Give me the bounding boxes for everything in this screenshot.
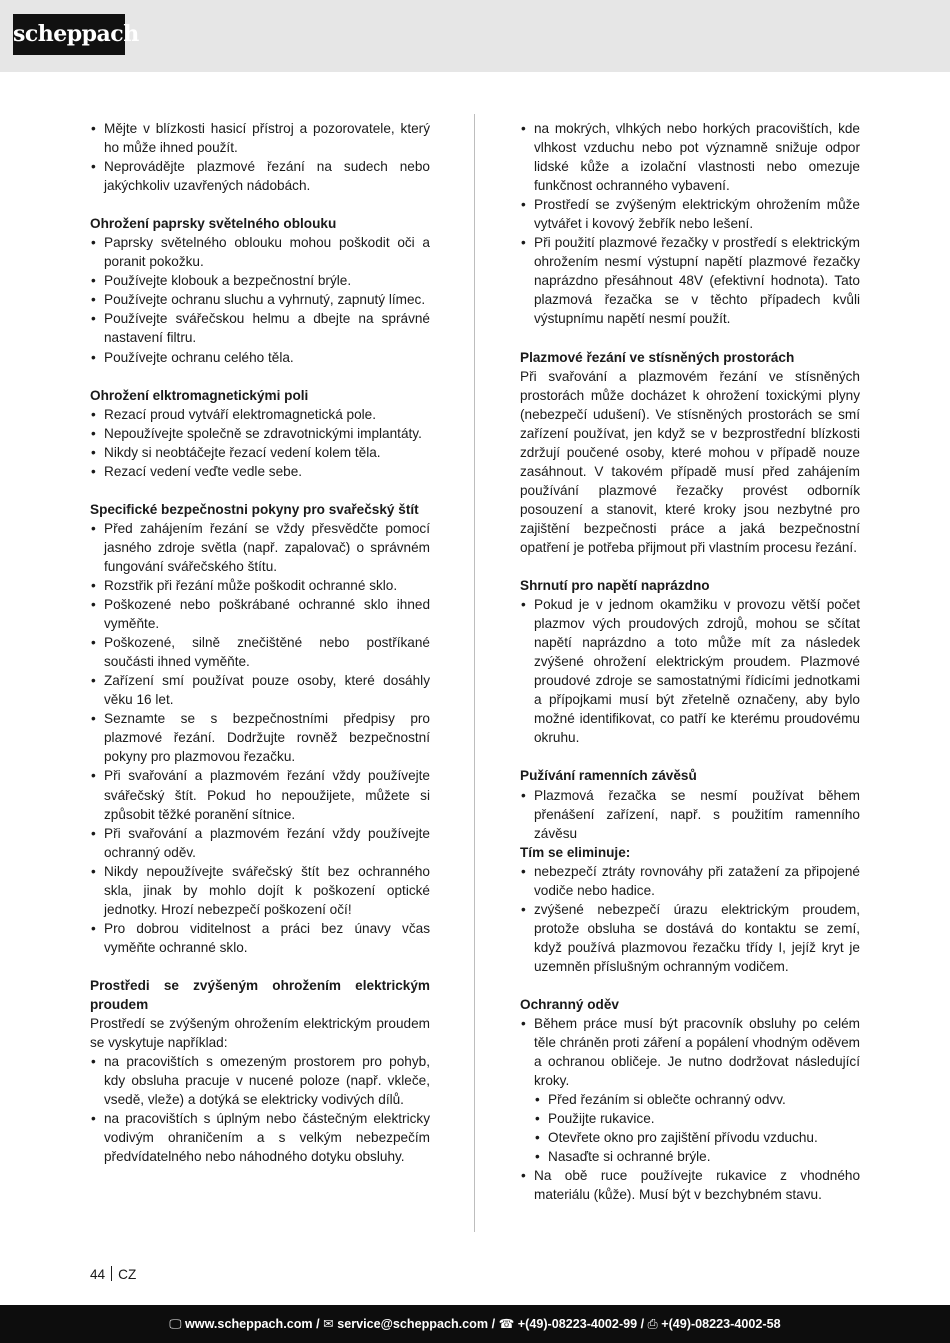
list-item: • Plazmová řezačka se nesmí používat během přenášení zařízení, např. s použitím ramenního závěsu <box>520 786 860 843</box>
sub-list-item: • Použijte rukavice. <box>534 1109 860 1128</box>
page-number-separator <box>111 1266 112 1281</box>
sub-list-item: • Otevřete okno pro zajištění přívodu vzduchu. <box>534 1128 860 1147</box>
section-heading: Pužívání ramenních závěsů <box>520 768 697 784</box>
monitor-icon: 🖵︎ <box>169 1317 182 1331</box>
section-heading: Ohrožení elktromagnetickými poli <box>90 387 309 403</box>
list-item: • Prostředí se zvýšeným elektrickým ohrožením může vytvářet i kovový žebřík nebo lešení. <box>520 195 860 233</box>
section-paragraph: Prostředí se zvýšeným ohrožením elektrickým proudem se vyskytuje například: <box>90 1016 430 1051</box>
list-item: • Pro dobrou viditelnost a práci bez únavy včas vyměňte ochranné sklo. <box>90 919 430 957</box>
clothing-sub-list <box>520 1090 860 1166</box>
mail-icon: ✉︎ <box>323 1317 334 1331</box>
sub-list-item: • Nasaďte si ochranné brýle. <box>534 1147 860 1166</box>
no-load-list <box>520 595 860 747</box>
page-number-value: 44 <box>90 1267 106 1282</box>
page-language: CZ <box>118 1267 137 1282</box>
phone-icon: ☎︎ <box>498 1317 515 1331</box>
fax-icon: ⎙ <box>647 1317 658 1331</box>
footer-bar <box>0 1305 950 1343</box>
list-item: • Seznamte se s bezpečnostními předpisy pro plazmové řezání. Dodržujte rovněž bezpečnostní pokyny pro plazmovou řezačku. <box>90 709 430 766</box>
arc-rays-list <box>90 233 430 366</box>
page-number <box>90 1265 136 1284</box>
footer-web[interactable]: www.scheppach.com / <box>185 1317 320 1331</box>
straps-list <box>520 786 860 843</box>
left-column <box>90 119 430 1166</box>
section-heading: Plazmové řezání ve stísněných prostorách <box>520 349 795 365</box>
list-item: • Používejte ochranu sluchu a vyhrnutý, zapnutý límec. <box>90 290 430 309</box>
list-item: • Během práce musí být pracovník obsluhy po celém těle chráněn proti záření a popálení vhodným oděvem a ochranou obličeje. Je nutno dodržovat následující kroky. <box>520 1014 860 1090</box>
list-item: • Rozstřik při řezání může poškodit ochranné sklo. <box>90 576 430 595</box>
section-subheading: Tím se eliminuje: <box>520 844 631 860</box>
section-heading: Specifické bezpečnostni pokyny pro svařečský štít <box>90 501 419 517</box>
footer-fax: +(49)-08223-4002-58 <box>661 1317 781 1331</box>
list-item: • nebezpečí ztráty rovnováhy při zatažení za připojené vodiče nebo hadice. <box>520 862 860 900</box>
list-item: • Zařízení smí používat pouze osoby, které dosáhly věku 16 let. <box>90 671 430 709</box>
right-column <box>520 119 860 1204</box>
eliminated-list <box>520 862 860 976</box>
intro-list <box>520 119 860 329</box>
clothing-list <box>520 1014 860 1090</box>
footer-email[interactable]: service@scheppach.com / <box>337 1317 496 1331</box>
list-item: • Nepoužívejte společně se zdravotnickými implantáty. <box>90 424 430 443</box>
footer-contact <box>0 1315 950 1333</box>
list-item: • Před zahájením řezání se vždy přesvědčte pomocí jasného zdroje světla (např. zapalovač) o správném fungování svářečského štítu. <box>90 519 430 576</box>
clothing-list-end <box>520 1166 860 1204</box>
list-item: • na pracovištích s omezeným prostorem pro pohyb, kdy obsluha pracuje v nucené poloze (např. vkleče, vsedě, vleže) a dotýká se elektricky vodivých dílů. <box>90 1052 430 1109</box>
section-heading: Ohrožení paprsky světelného oblouku <box>90 216 337 232</box>
list-item: • Při svařování a plazmovém řezání vždy používejte svářečský štít. Pokud ho nepoužijete, můžete si způsobit těžké poranění sítnice. <box>90 766 430 823</box>
list-item: • Na obě ruce používejte rukavice z vhodného materiálu (kůže). Musí být v bezchybném stavu. <box>520 1166 860 1204</box>
list-item: • Rezací vedení veďte vedle sebe. <box>90 462 430 481</box>
brand-logo: scheppach <box>13 14 125 55</box>
list-item: • Pokud je v jednom okamžiku v provozu větší počet plazmov vých proudových zdrojů, mohou se sčítat napětí naprázdno a toto může mít za následek zvýšené ohrožení elektrickým proudem. Plazmové proudové zdroje se samostatnými řídicími jednotkami a přípojkami musí být zřetelně označeny, aby bylo možné identifikovat, co patří ke kterému proudovému okruhu. <box>520 595 860 747</box>
list-item: • Neprovádějte plazmové řezání na sudech nebo jakýchkoliv uzavřených nádobách. <box>90 157 430 195</box>
header-bar <box>0 0 950 72</box>
list-item: • Poškozené, silně znečištěné nebo postříkané součásti ihned vyměňte. <box>90 633 430 671</box>
list-item: • Při svařování a plazmovém řezání vždy používejte ochranný oděv. <box>90 824 430 862</box>
sub-list-item: • Před řezáním si oblečte ochranný odvv. <box>534 1090 860 1109</box>
em-fields-list <box>90 405 430 481</box>
list-item: • Používejte klobouk a bezpečnostní brýle. <box>90 271 430 290</box>
list-item: • Nikdy si neobtáčejte řezací vedení kolem těla. <box>90 443 430 462</box>
list-item: • zvýšené nebezpečí úrazu elektrickým proudem, protože obsluha se dostává do kontaktu se zemí, když používá plazmovou řezačku třídy I, jejíž kryt je uzemněn příslušným ochranným vodičem. <box>520 900 860 976</box>
intro-list <box>90 119 430 195</box>
list-item: • na mokrých, vlhkých nebo horkých pracovištích, kde vlhkost vzduchu nebo pot významně snižuje odpor lidské kůže a izolační vlastnosti nebo omezuje funkčnost ochranného vybavení. <box>520 119 860 195</box>
list-item: • Používejte svářečskou helmu a dbejte na správné nastavení filtru. <box>90 309 430 347</box>
list-item: • Používejte ochranu celého těla. <box>90 348 430 367</box>
section-heading: Prostředi se zvýšeným ohrožením elektrickým proudem <box>90 977 430 1012</box>
footer-phone: +(49)-08223-4002-99 / <box>517 1317 645 1331</box>
section-paragraph: Při svařování a plazmovém řezání ve stísněných prostorách může docházet k ohrožení toxickými plyny (nebezpečí udušení). Ve stísněných prostorách se smí zařízení používat, jen když se v bezprostřední blízkosti zdržují poučené osoby, které mohou v případě nouze zasáhnout. V takovém případě musí před zahájením používání plazmové řezačky provést odborník posouzení a stanovit, které kroky jsou nezbytné pro zajištění bezpečnosti práce a jaká bezpečnostní opatření je potřeba přijmout při vlastním procesu řezání. <box>520 368 860 555</box>
list-item: • Nikdy nepoužívejte svářečský štít bez ochranného skla, jinak by mohlo dojít k poškození optické jednotky. Hrozí nebezpečí poškození očí! <box>90 862 430 919</box>
electric-env-list <box>90 1052 430 1166</box>
list-item: • Poškozené nebo poškrábané ochranné sklo ihned vyměňte. <box>90 595 430 633</box>
list-item: • na pracovištích s úplným nebo částečným elektricky vodivým ohraničením a s velkým nebezpečím předvídatelného nebo náhodného dotyku obsluhy. <box>90 1109 430 1166</box>
section-heading: Ochranný oděv <box>520 996 619 1012</box>
list-item: • Rezací proud vytváří elektromagnetická pole. <box>90 405 430 424</box>
list-item: • Mějte v blízkosti hasicí přístroj a pozorovatele, který ho může ihned použít. <box>90 119 430 157</box>
section-heading: Shrnutí pro napětí naprázdno <box>520 578 710 594</box>
column-divider <box>474 114 475 1232</box>
list-item: • Paprsky světelného oblouku mohou poškodit oči a poranit pokožku. <box>90 233 430 271</box>
list-item: • Při použití plazmové řezačky v prostředí s elektrickým ohrožením nesmí výstupní napětí plazmové řezačky naprázdno přesáhnout 48V (efektivní hodnota). Tato plazmová řezačka se v těchto případech kvůli výstupnímu napětí nesmí použít. <box>520 233 860 328</box>
shield-list <box>90 519 430 957</box>
